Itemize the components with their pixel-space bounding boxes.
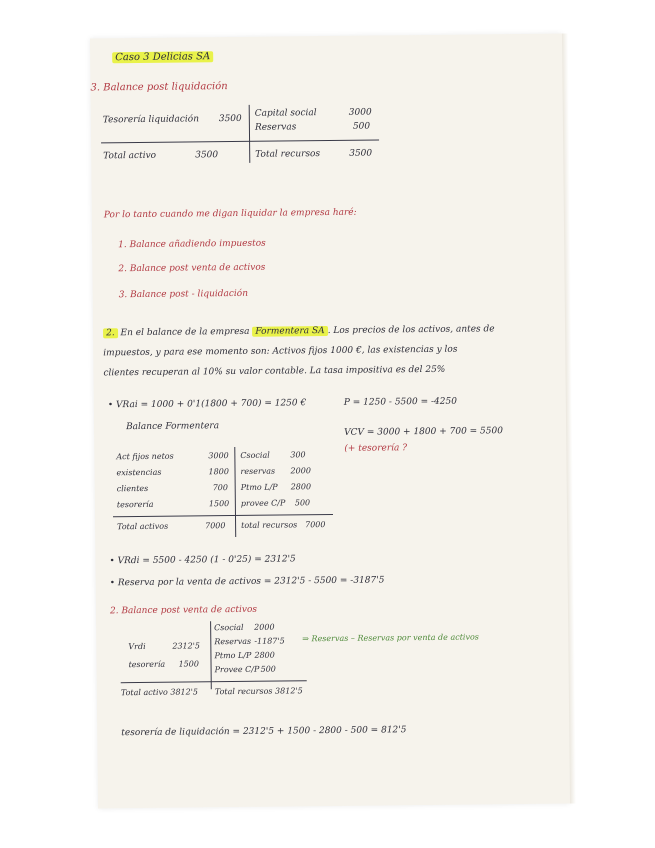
liquidar-intro: Por lo tanto cuando me digan liquidar la empresa haré: [103,207,357,221]
b3-total-right: Total recursos 3812'5 [214,686,303,697]
b2-right-label-1: reservas [240,466,276,476]
b3-left-label-1: tesorería [128,659,166,670]
b2-left-value-1: 1800 [208,467,229,477]
b2-left-value-2: 700 [212,483,229,493]
b2-right-value-2: 2800 [290,482,312,492]
b1-right-label-0: Capital social [254,108,317,119]
b3-right-label-2: Ptmo L/P [214,650,252,661]
b2-horizontal-rule [113,514,333,517]
b3-horizontal-rule [121,680,307,683]
b1-total-right-label: Total recursos [255,149,321,160]
b1-right-value-1: 500 [352,121,371,132]
b2-right-value-3: 500 [294,498,311,508]
b3-title: 2. Balance post venta de activos [109,604,258,617]
b2-left-label-1: existencias [116,467,162,478]
b3-right-value-3: 500 [260,664,276,674]
company-name: Formentera SA [252,326,327,337]
b3-right-label-0: Csocial [214,622,244,633]
b1-total-right-value: 3500 [349,148,373,159]
b3-left-value-0: 2312'5 [172,641,201,651]
b3-left-value-1: 1500 [178,659,199,669]
b1-right-value-0: 3000 [348,107,372,118]
b2-right-label-0: Csocial [240,450,270,460]
b2-right-value-1: 2000 [290,466,311,476]
b2-total-right-value: 7000 [305,520,326,530]
vcv-note: (+ tesorería ? [344,443,408,454]
b1-left-value: 3500 [218,113,242,125]
b1-right-label-1: Reservas [254,122,297,133]
b2-left-value-3: 1500 [208,499,230,509]
b3-right-label-1: Reservas [214,636,252,647]
b1-vertical-rule [249,105,251,163]
b2-title: Balance Formentera [126,421,220,433]
case-title: Caso 3 Delicias SA [112,51,213,63]
b2-right-label-3: provee C/P [240,498,286,508]
b2-total-left-value: 7000 [205,521,226,531]
liquidar-step-3: 3. Balance post - liquidación [118,288,249,301]
b3-note: ⇒ Reservas – Reservas por venta de activos [302,632,479,644]
final-formula: tesorería de liquidación = 2312'5 + 1500 - 2800 - 500 = 812'5 [121,725,407,739]
b2-left-label-0: Act fijos netos [116,451,174,462]
b3-total-left: Total activo 3812'5 [120,687,199,698]
b2-right-value-0: 300 [290,450,306,460]
liquidar-step-1: 1. Balance añadiendo impuestos [118,238,266,251]
b2-left-label-3: tesorería [116,499,154,510]
b1-total-left-label: Total activo [103,150,157,162]
b3-right-value-1: -1187'5 [254,636,285,646]
b2-right-label-2: Ptmo L/P [240,482,278,492]
vcv-formula: VCV = 3000 + 1800 + 700 = 5500 [344,426,503,438]
b3-right-value-0: 2000 [254,622,275,632]
reserva-formula: • Reserva por la venta de activos = 2312'5 - 5500 = -3187'5 [109,575,385,589]
b2-left-label-2: clientes [116,483,149,494]
vrdi-formula: • VRdi = 5500 - 4250 (1 - 0'25) = 2312'5 [109,554,296,567]
notebook-page [90,34,570,809]
b3-right-value-2: 2800 [254,650,275,660]
b3-vertical-rule [210,621,212,689]
b2-left-value-0: 3000 [208,451,229,461]
vrai-formula: • VRai = 1000 + 0'1(1800 + 700) = 1250 € [107,398,307,411]
b2-total-right-label: total recursos [241,520,298,530]
section-3-title: 3. Balance post liquidación [90,81,228,94]
b1-total-left-value: 3500 [195,150,219,161]
b3-right-label-3: Provee C/P [214,664,260,675]
b1-left-label: Tesorería liquidación [102,114,200,126]
exercise-number: 2. [103,328,118,338]
liquidar-step-2: 2. Balance post venta de activos [118,262,266,275]
b2-vertical-rule [234,447,236,537]
exercise-2-line-1: 2. En el balance de la empresa Formentera SA . Los precios de los activos, antes de [103,324,495,338]
exercise-2-line-2: impuestos, y para ese momento son: Activos fijos 1000 €, las existencias y los [103,344,458,359]
b3-left-label-0: Vrdi [128,641,146,652]
p-formula: P = 1250 - 5500 = -4250 [343,396,457,408]
b2-total-left-label: Total activos [117,521,169,532]
b1-horizontal-rule [101,139,379,143]
exercise-2-line-3: clientes recuperan al 10% su valor contable. La tasa impositiva es del 25% [103,364,446,379]
